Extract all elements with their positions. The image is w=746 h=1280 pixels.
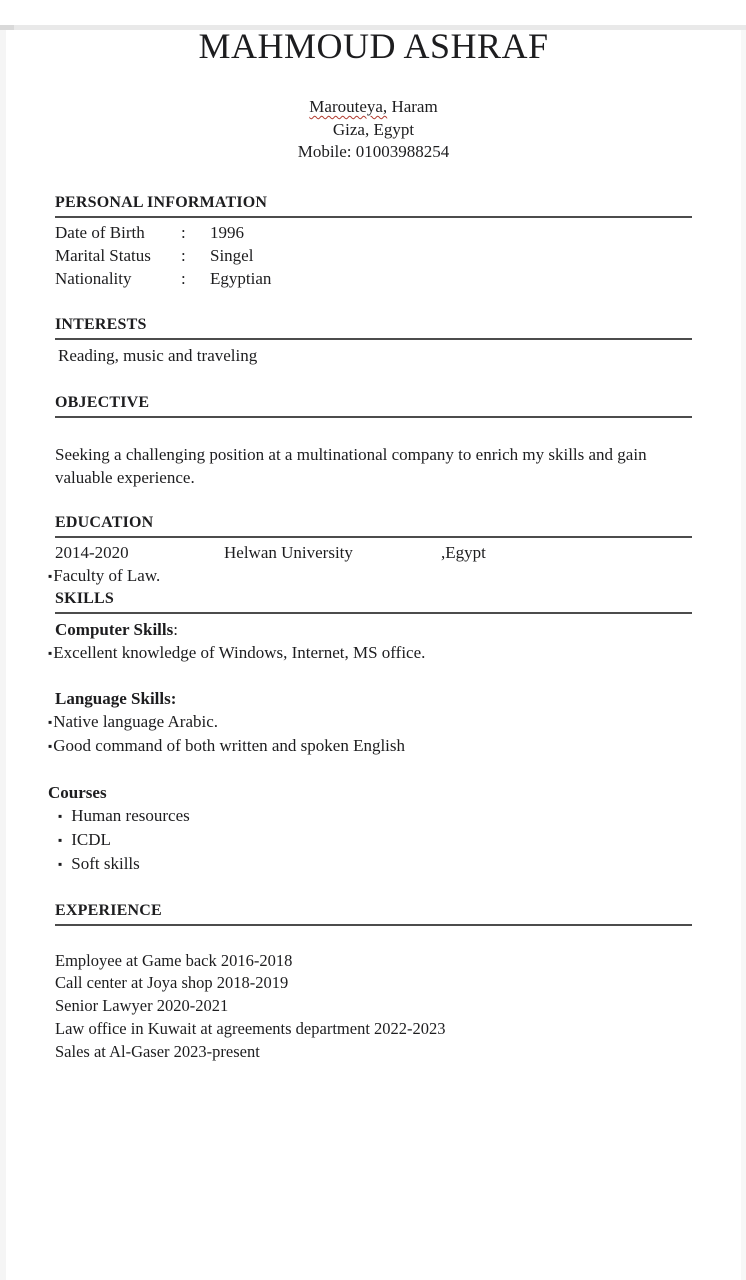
experience-item: Sales at Al-Gaser 2023-present (55, 1041, 260, 1061)
section-heading-objective: OBJECTIVE (55, 393, 692, 418)
phone-line: Mobile: 01003988254 (297, 142, 450, 161)
computer-skills-title-text: Computer Skills (55, 619, 174, 639)
section-heading-experience: EXPERIENCE (55, 901, 692, 926)
course-item: ▪ ICDL (55, 828, 692, 852)
section-heading-interests: INTERESTS (55, 315, 692, 340)
experience-item: Employee at Game back 2016-2018 (55, 950, 293, 970)
education-row (55, 541, 692, 564)
language-skills-title: Language Skills: (55, 688, 177, 708)
interests-text: Reading, music and traveling (58, 345, 258, 365)
computer-skills-title (55, 618, 692, 641)
experience-item: Law office in Kuwait at agreements department 2022-2023 (55, 1018, 446, 1038)
info-label: Marital Status (55, 245, 151, 265)
language-skill-item: ▪ Native language Arabic. (48, 710, 692, 734)
experience-item: Senior Lawyer 2020-2021 (55, 996, 229, 1016)
contact-block (55, 96, 692, 164)
document-title: MAHMOUD ASHRAF (198, 26, 549, 66)
computer-skill-item: ▪ Excellent knowledge of Windows, Internet, MS office. (48, 641, 692, 665)
education-period: 2014-2020 (55, 542, 129, 562)
education-location: ,Egypt (441, 542, 486, 562)
misspelled-word: Marouteya, (309, 97, 388, 116)
objective-text: Seeking a challenging position at a multinational company to enrich my skills and gain valuable experience. (55, 444, 647, 487)
info-value: Egyptian (210, 268, 272, 288)
courses-list (55, 804, 692, 876)
personal-info-row (55, 267, 692, 290)
info-value: Singel (210, 245, 254, 265)
address-line-1 (55, 96, 692, 119)
info-separator: : (181, 222, 186, 242)
info-label: Nationality (55, 268, 132, 288)
experience-item: Call center at Joya shop 2018-2019 (55, 973, 289, 993)
education-details-list (55, 564, 692, 588)
resume-document (0, 25, 746, 1280)
personal-info-row (55, 221, 692, 244)
course-item: ▪ Human resources (55, 804, 692, 828)
section-heading-skills: SKILLS (55, 589, 692, 614)
personal-info-row (55, 244, 692, 267)
document-content (0, 25, 746, 1063)
experience-list (55, 950, 692, 1064)
personal-info-table (55, 221, 692, 290)
course-item: ▪ Soft skills (55, 852, 692, 876)
section-heading-personal-information: PERSONAL INFORMATION (55, 193, 692, 218)
info-label: Date of Birth (55, 222, 145, 242)
address-district: Haram (391, 97, 438, 116)
education-detail-item: ▪ Faculty of Law. (48, 564, 692, 588)
education-institution: Helwan University (224, 542, 353, 562)
info-value: 1996 (210, 222, 244, 242)
language-skills-list (55, 710, 692, 758)
section-heading-education: EDUCATION (55, 513, 692, 538)
info-separator: : (181, 268, 186, 288)
info-separator: : (181, 245, 186, 265)
computer-skills-colon: : (173, 619, 178, 639)
computer-skills-list (55, 641, 692, 665)
courses-title: Courses (48, 782, 107, 802)
address-line-2: Giza, Egypt (332, 119, 415, 139)
language-skill-item: ▪ Good command of both written and spoken English (48, 734, 692, 758)
